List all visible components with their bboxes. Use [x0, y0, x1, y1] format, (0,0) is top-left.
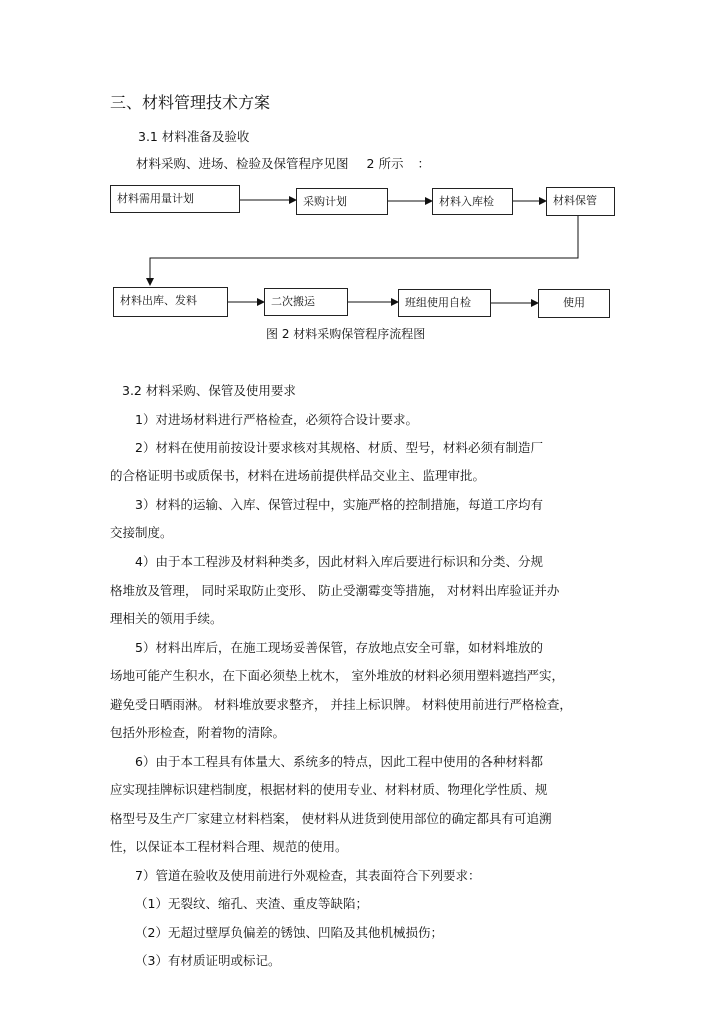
body-line: 2）材料在使用前按设计要求核对其规格、材质、型号，材料必须有制造厂	[135, 440, 543, 455]
flow-box-storage: 材料保管	[546, 187, 615, 216]
body-line: 场地可能产生积水，在下面必须垫上枕木， 室外堆放的材料必须用塑料遮挡严实，	[110, 668, 564, 683]
body-line: 包括外形检查，附着物的清除。	[110, 725, 286, 740]
body-line: 3）材料的运输、入库、保管过程中，实施严格的控制措施，每道工序均有	[135, 497, 543, 512]
flow-box-team-selfcheck: 班组使用自检	[398, 289, 491, 317]
list-item: （2）无超过壁厚负偏差的锈蚀、凹陷及其他机械损伤；	[135, 925, 443, 940]
arrow-storage-to-issue	[150, 216, 578, 285]
flow-box-purchase-plan: 采购计划	[296, 188, 388, 215]
flow-intro-text: 材料采购、进场、检验及保管程序见图	[136, 156, 349, 171]
list-item: （3）有材质证明或标记。	[135, 953, 281, 968]
body-line: 的合格证明书或质保书，材料在进场前提供样品交业主、监理审批。	[110, 468, 486, 483]
body-line: 格型号及生产厂家建立材料档案， 使材料从进货到使用部位的确定都具有可追溯	[110, 811, 552, 826]
figure-caption: 图 2 材料采购保管程序流程图	[266, 327, 426, 341]
subsection-3-2-title: 3.2 材料采购、保管及使用要求	[122, 383, 296, 398]
body-line: 交接制度。	[110, 525, 173, 540]
list-item: （1）无裂纹、缩孔、夹渣、重皮等缺陷；	[135, 896, 368, 911]
flow-box-secondary-transport: 二次搬运	[264, 288, 348, 316]
body-line: 理相关的领用手续。	[110, 611, 223, 626]
body-line: 6）由于本工程具有体量大、系统多的特点，因此工程中使用的各种材料都	[135, 754, 543, 769]
body-line: 4）由于本工程涉及材料种类多，因此材料入库后要进行标识和分类、分规	[135, 554, 543, 569]
section-title: 三、材料管理技术方案	[110, 93, 271, 112]
flow-box-issue: 材料出库、发料	[113, 287, 228, 317]
body-line: 7）管道在验收及使用前进行外观检查，其表面符合下列要求：	[135, 868, 481, 883]
flow-box-use: 使用	[538, 289, 610, 318]
body-line: 应实现挂牌标识建档制度，根据材料的使用专业、材料材质、物理化学性质、规	[110, 782, 548, 797]
flow-intro-colon: ：	[417, 156, 430, 171]
body-line: 5）材料出库后，在施工现场妥善保管，存放地点安全可靠，如材料堆放的	[135, 640, 543, 655]
subsection-3-1-title: 3.1 材料准备及验收	[138, 129, 250, 144]
flow-box-demand-plan: 材料需用量计划	[110, 185, 240, 213]
body-line: 避免受日晒雨淋。 材料堆放要求整齐， 并挂上标识牌。 材料使用前进行严格检查，	[110, 697, 572, 712]
body-line: 格堆放及管理， 同时采取防止变形、 防止受潮霉变等措施， 对材料出库验证并办	[110, 583, 560, 598]
body-line: 1）对进场材料进行严格检查，必须符合设计要求。	[135, 412, 418, 427]
flow-intro-figref: 2 所示	[366, 156, 404, 171]
body-line: 性，以保证本工程材料合理、规范的使用。	[110, 839, 348, 854]
flow-box-incoming-inspection: 材料入库检	[432, 188, 513, 215]
flowchart-connectors	[0, 0, 724, 340]
